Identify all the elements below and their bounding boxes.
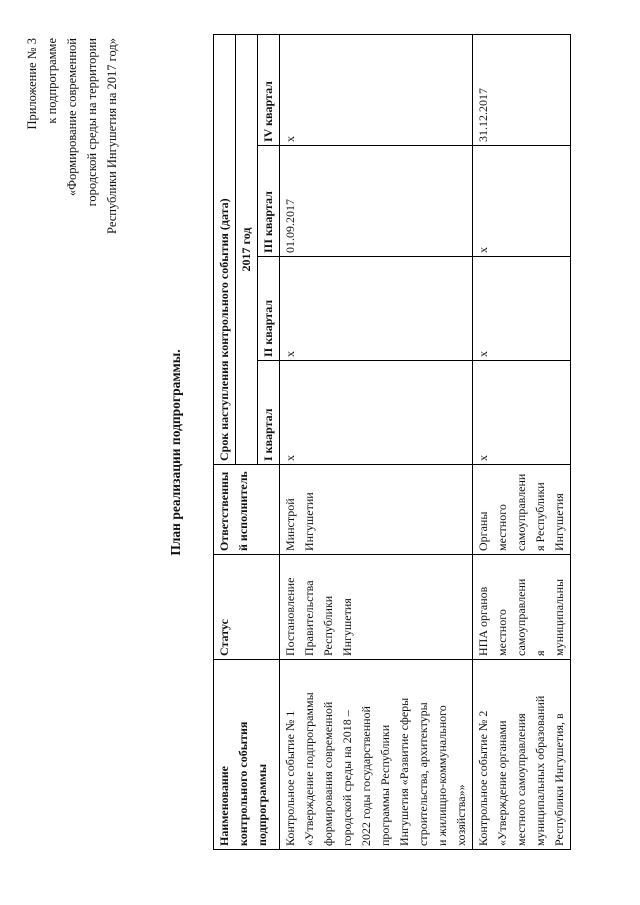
row-name-cell (280, 660, 473, 850)
header-row (214, 35, 236, 850)
row-name-line: строительства, архитектуры (416, 702, 430, 846)
row-executor-line: Минстрой (283, 498, 297, 551)
row-name-line: хозяйства»» (454, 784, 468, 846)
row-name-line: «Утверждение подпрограммы (302, 692, 316, 846)
row-name-line: формирования современной (321, 701, 335, 846)
row-status-line: Республики (321, 595, 335, 656)
table-row (280, 35, 473, 850)
row-name-line: муниципальных образований (533, 695, 547, 846)
header-name-line: подпрограммы (255, 763, 269, 846)
row-status-line: НПА органов (476, 586, 490, 656)
row-status-line: я (533, 650, 547, 656)
appendix-line: «Формирование современной (65, 38, 79, 197)
header-executor (214, 465, 280, 555)
row-status-line: Правительства (302, 580, 316, 656)
row-name-line: Ингушетия «Развитие сферы (397, 697, 411, 846)
row-quarter-2-cell: х (280, 257, 473, 361)
header-executor-line: й исполнитель (236, 471, 250, 551)
row-status-line: самоуправлени (514, 578, 528, 656)
row-name-line: Республики Ингушетия, в (552, 713, 566, 846)
row-quarter-1-cell: х (280, 361, 473, 465)
row-status-line: местного (495, 609, 509, 656)
row-quarter-4-cell: х (280, 35, 473, 146)
row-status-cell (280, 555, 473, 660)
header-status: Статус (214, 555, 280, 660)
header-quarter-4: IV квартал (258, 35, 280, 146)
header-quarter-2: II квартал (258, 257, 280, 361)
row-executor-line: Ингушетия (552, 493, 566, 551)
row-executor-line: Ингушетии (302, 492, 316, 551)
row-name-line: Контрольное событие № 1 (283, 710, 297, 846)
row-status-line: Постановление (283, 577, 297, 656)
row-quarter-3-cell: х (473, 146, 571, 257)
header-name-line: контрольного события (236, 721, 250, 846)
row-executor-line: самоуправлени (514, 473, 528, 551)
row-name-line: Контрольное событие № 2 (476, 710, 490, 846)
header-quarter-1: I квартал (258, 361, 280, 465)
row-quarter-1-cell: х (473, 361, 571, 465)
row-quarter-3-cell: 01.09.2017 (280, 146, 473, 257)
header-executor-line: Ответственны (217, 471, 231, 551)
header-year: 2017 год (236, 35, 258, 465)
row-quarter-4-cell: 31.12.2017 (473, 35, 571, 146)
row-name-line: 2022 годы государственной (359, 706, 373, 846)
row-executor-cell (280, 465, 473, 555)
row-status-cell (473, 555, 571, 660)
row-name-cell (473, 660, 571, 850)
row-name-line: программы Республики (378, 724, 392, 846)
row-executor-cell (473, 465, 571, 555)
appendix-line: Республики Ингушетия на 2017 год» (105, 38, 119, 234)
header-quarter-3: III квартал (258, 146, 280, 257)
row-executor-line: я Республики (533, 482, 547, 551)
row-name-line: «Утверждение органами (495, 720, 509, 846)
row-name-line: местного самоуправления (514, 713, 528, 846)
row-status-line: Ингушетия (340, 598, 354, 656)
row-name-line: городской среды на 2018 – (340, 710, 354, 846)
header-deadline: Срок наступления контрольного события (дата) (214, 35, 236, 465)
row-status-line: муниципальны (552, 578, 566, 656)
appendix-header (22, 38, 122, 368)
document-title: План реализации подпрограммы. (168, 349, 183, 556)
row-executor-line: местного (495, 504, 509, 551)
header-name (214, 660, 280, 850)
row-name-line: и жилищно-коммунального (435, 705, 449, 846)
row-quarter-2-cell: х (473, 257, 571, 361)
appendix-line: Приложение № 3 (25, 38, 39, 130)
row-executor-line: Органы (476, 511, 490, 551)
header-name-line: Наименование (217, 766, 231, 846)
appendix-line: к подпрограмме (45, 38, 59, 124)
plan-table (213, 34, 571, 850)
table-row (473, 35, 571, 850)
appendix-line: городской среды на территории (85, 38, 99, 207)
